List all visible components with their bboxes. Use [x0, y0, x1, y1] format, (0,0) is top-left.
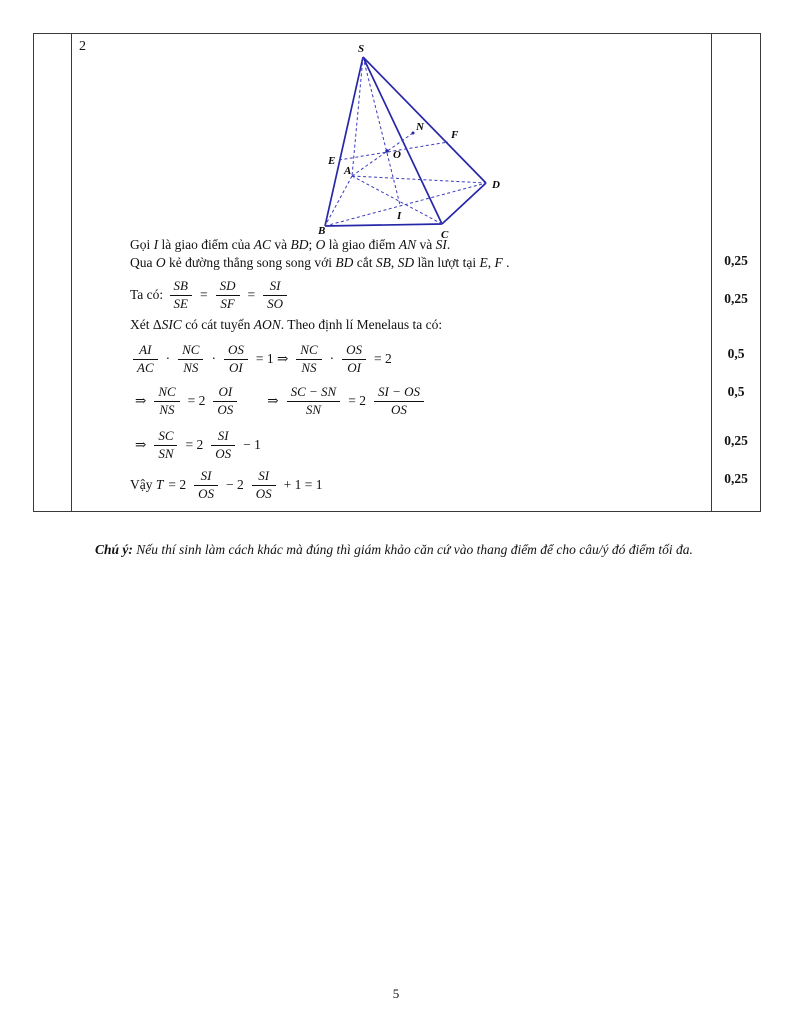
answer-table: [33, 33, 761, 512]
note-label: Chú ý:: [95, 542, 133, 557]
solution-line-8: Vậy T = 2 $\frac{SI}{OS}$ − 2 $\frac{SI}{OS}$ + 1 = 1: [130, 468, 323, 501]
score-value: 0,25: [724, 291, 748, 306]
page-number: 5: [392, 986, 400, 1001]
pyramid-solid-edges: [325, 57, 486, 226]
label-A: A: [344, 165, 352, 177]
score-value: 0,25: [724, 433, 748, 448]
label-C: C: [441, 229, 449, 241]
score-column: [712, 34, 760, 511]
solution-line-7: ⇒ $\frac{SC}{SN}$ = 2 $\frac{SI}{OS}$ − 1: [135, 428, 261, 461]
label-S: S: [357, 43, 365, 55]
solution-line-3: Ta có: $\frac{SB}{SE}$ = $\frac{SD}{SF}$ = $\frac{SI}{SO}$: [130, 278, 695, 312]
solution-line-1: Gọi I là giao điểm của AC và BD; O là giao điểm AN và SI.: [130, 237, 451, 252]
label-E: E: [328, 155, 336, 167]
label-B: B: [318, 225, 326, 237]
label-D: D: [492, 179, 500, 191]
question-number: 2: [79, 39, 86, 54]
solution-line-4: Xét Δ SIC có cát tuyến AON . Theo định lí Menelaus ta có:: [130, 317, 443, 333]
grading-note: [95, 540, 703, 560]
score-value: 0,25: [724, 253, 748, 268]
solution-cell: [72, 34, 711, 511]
solution-text: [130, 236, 695, 502]
label-I: I: [397, 210, 402, 222]
score-value: 0,5: [727, 384, 745, 399]
solution-line-2: Qua O kẻ đường thẳng song song với BD cắt SB, SD lần lượt tại E, F .: [130, 255, 510, 270]
label-F: F: [451, 129, 459, 141]
solution-line-6: ⇒ $\frac{NC}{NS}$ = 2 $\frac{OI}{OS}$ ⇒ $\frac{SC - SN}{SN}$ = 2 $\frac{SI - OS}{OS}$: [130, 384, 695, 418]
solution-line-5: $\frac{AI}{AC}$ · $\frac{NC}{NS}$ · $\frac{OS}{OI}$ = 1 ⇒ $\frac{NC}{NS}$ · $\frac{OS}{OI}$ = 2: [130, 342, 695, 376]
pyramid-dashed-edges: [325, 57, 486, 226]
score-value: 0,25: [724, 471, 748, 486]
note-body: Nếu thí sinh làm cách khác mà đúng thì giám khảo căn cứ vào thang điểm để cho câu/ý đó điểm tối đa.: [132, 542, 693, 557]
label-O: O: [393, 149, 401, 161]
geometry-figure: [300, 40, 512, 242]
label-N: N: [416, 121, 424, 133]
score-value: 0,5: [727, 346, 745, 361]
pyramid-figure-svg: [300, 40, 512, 242]
